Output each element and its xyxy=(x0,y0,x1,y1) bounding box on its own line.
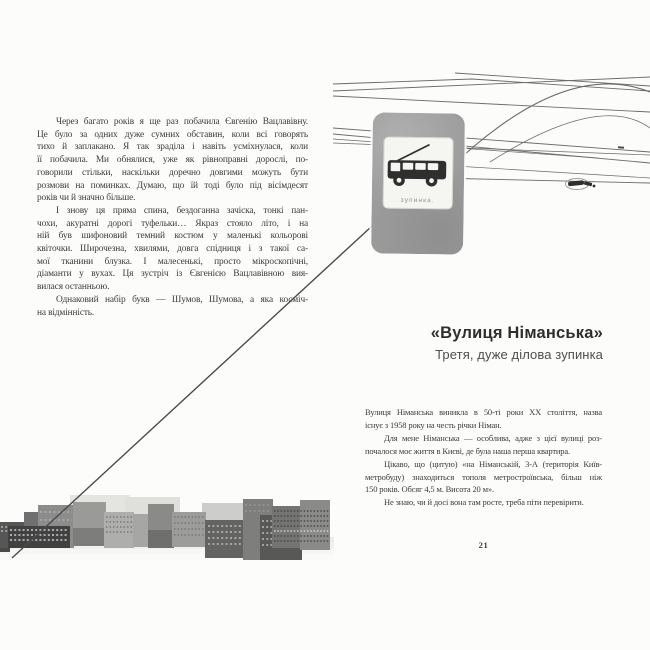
trolleybus-stop-sign xyxy=(371,112,465,254)
body-line: Вулиця Німанська виникла в 50-ті роки ХХ століття, назва xyxy=(365,407,602,417)
body-line: вилася останньою. xyxy=(37,282,110,293)
body-line: І знову ця пряма спина, бездоганна зачіска, тонкі пан- xyxy=(56,205,308,216)
trolleybus-icon xyxy=(383,142,454,195)
sign-panel xyxy=(383,137,454,210)
city-skyline-illustration xyxy=(0,495,334,560)
body-line: квіточки. Широчезна, хвилями, довга спідниця і з такої са- xyxy=(37,244,308,255)
chapter-subtitle: Третя, дуже ділова зупинка xyxy=(435,347,603,362)
body-line: Цікаво, що (цитую) «на Німанській, 3-А (територія Київ- xyxy=(384,458,602,469)
body-line: мої тканини блузка. І малесенькі, просто мікроскопічні, xyxy=(37,256,308,267)
chapter-header xyxy=(365,324,603,362)
body-line: на відмінність. xyxy=(37,307,95,318)
body-line: діаманти у вухах. Ця зустріч із Євгенією Вацлавівною вия- xyxy=(37,269,308,280)
body-line: Не знаю, чи й досі вона там росте, треба піти перевірити. xyxy=(384,497,584,508)
body-line: існує з 1958 року на честь річки Німан. xyxy=(365,419,502,430)
right-page-text xyxy=(365,406,602,509)
body-line: Через багато років я ще раз побачила Євгенію Вацлавівну. xyxy=(56,117,308,127)
paragraph xyxy=(365,432,602,458)
chapter-title: «Вулиця Німанська» xyxy=(430,324,603,342)
paragraph xyxy=(365,406,602,432)
paragraph xyxy=(37,294,308,319)
body-line: 150 років. Обсяг 4,5 м. Висота 20 м». xyxy=(365,484,494,495)
body-line: Це було за одних дуже сумних обставин, коли всі говорять xyxy=(37,129,308,140)
wire-fitting-icon xyxy=(566,179,596,190)
body-line: Однаковий набір букв — Шумов, Шумова, а яка косміч- xyxy=(56,294,308,305)
body-line: метробуду) знаходиться тополя метростроївська, більш ніж xyxy=(365,471,602,482)
body-line: років чи й значно більше. xyxy=(37,193,136,204)
body-line: розмови на поминках. Думаю, що їй тоді було під вісімдесят xyxy=(37,180,308,191)
body-line: тихо й заплакано. Я так зраділа і навіть усміхнулася, коли xyxy=(37,142,308,153)
paragraph xyxy=(365,458,602,497)
left-page-text xyxy=(37,116,308,319)
sign-label: зупинка. xyxy=(400,196,435,205)
body-line: Для мене Німанська — особлива, адже з цієї вулиці роз- xyxy=(384,432,602,443)
body-line: почалося моє життя в Києві, де була наша перша квартира. xyxy=(365,445,570,456)
paragraph xyxy=(37,116,308,205)
paragraph xyxy=(37,205,308,294)
page-number: 21 xyxy=(478,540,489,550)
body-line: її побачила. Ми обнялися, уже як рівноправні дорослі, по- xyxy=(37,155,308,166)
body-line: чохи, акуратні дорогі туфельки… Якраз стояло літо, і на xyxy=(37,218,308,229)
body-line: ній був шифоновий темний костюм у маленькі кольорові xyxy=(37,231,308,242)
paragraph xyxy=(365,496,602,509)
body-line: говорили стільки, наскільки доречно довгими можуть бути xyxy=(37,167,308,178)
